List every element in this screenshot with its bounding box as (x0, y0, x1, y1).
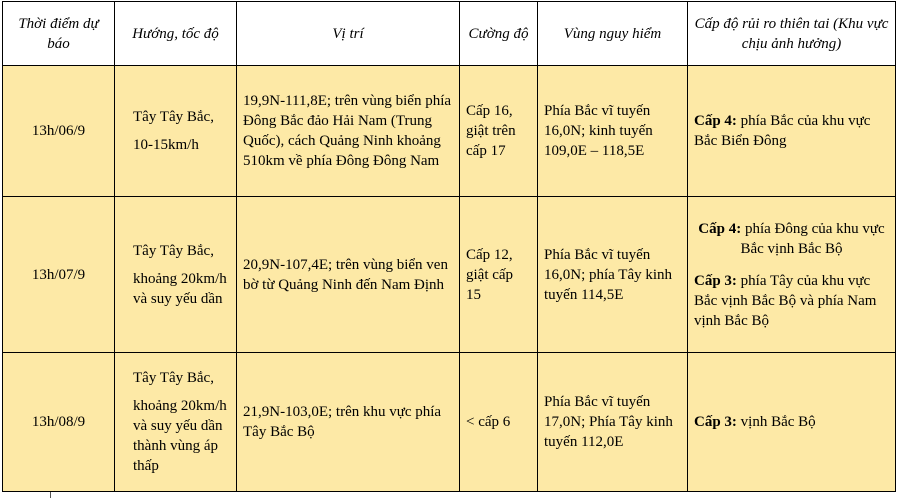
cell-danger-zone: Phía Bắc vĩ tuyến 16,0N; phía Tây kinh tuyến 114,5E (538, 197, 688, 353)
cell-time: 13h/07/9 (3, 197, 115, 353)
header-risk-level: Cấp độ rủi ro thiên tai (Khu vực chịu ảnh hưởng) (688, 2, 896, 66)
cell-risk-level (688, 197, 896, 353)
risk-level-label: Cấp 4: (698, 220, 742, 237)
cell-danger-zone: Phía Bắc vĩ tuyến 16,0N; kinh tuyến 109,0E – 118,5E (538, 66, 688, 197)
cell-direction (115, 197, 237, 353)
cell-location: 19,9N-111,8E; trên vùng biển phía Đông Bắc đảo Hải Nam (Trung Quốc), cách Quảng Ninh khoảng 510km về phía Đông Đông Nam (237, 66, 460, 197)
risk-area: phía Bắc của khu vực Bắc Biển Đông (694, 113, 871, 149)
header-intensity: Cường độ (460, 2, 538, 66)
cell-intensity: Cấp 16, giật trên cấp 17 (460, 66, 538, 197)
cell-intensity: Cấp 12, giật cấp 15 (460, 197, 538, 353)
risk-area: phía Đông của khu vực Bắc vịnh Bắc Bộ (740, 220, 885, 257)
cell-risk-level (688, 353, 896, 492)
table-header-row (3, 2, 896, 66)
table-row (3, 353, 896, 492)
footnote-marker (50, 492, 51, 498)
cell-direction (115, 66, 237, 197)
header-location: Vị trí (237, 2, 460, 66)
table-row (3, 197, 896, 353)
header-direction: Hướng, tốc độ (115, 2, 237, 66)
direction-speed: khoảng 20km/h và suy yếu dần thành vùng áp thấp (133, 398, 227, 474)
direction-heading: Tây Tây Bắc, (133, 109, 214, 125)
direction-speed: 10-15km/h (133, 137, 199, 153)
storm-forecast-table (2, 1, 896, 492)
cell-direction (115, 353, 237, 492)
header-danger-zone: Vùng nguy hiểm (538, 2, 688, 66)
cell-risk-level (688, 66, 896, 197)
cell-danger-zone: Phía Bắc vĩ tuyến 17,0N; Phía Tây kinh tuyến 112,0E (538, 353, 688, 492)
direction-heading: Tây Tây Bắc, (133, 370, 214, 386)
cell-location: 21,9N-103,0E; trên khu vực phía Tây Bắc Bộ (237, 353, 460, 492)
cell-location: 20,9N-107,4E; trên vùng biển ven bờ từ Quảng Ninh đến Nam Định (237, 197, 460, 353)
cell-time: 13h/08/9 (3, 353, 115, 492)
table-row (3, 66, 896, 197)
direction-speed: khoảng 20km/h và suy yếu dần (133, 270, 227, 307)
header-time: Thời điểm dự báo (3, 2, 115, 66)
direction-heading: Tây Tây Bắc, (133, 242, 214, 259)
risk-level-label: Cấp 3: (694, 414, 737, 430)
cell-intensity: < cấp 6 (460, 353, 538, 492)
cell-time: 13h/06/9 (3, 66, 115, 197)
risk-area: phía Tây của khu vực Bắc vịnh Bắc Bộ và phía Nam vịnh Bắc Bộ (694, 272, 877, 329)
risk-area: vịnh Bắc Bộ (736, 414, 816, 430)
risk-level-label: Cấp 3: (694, 272, 737, 289)
risk-level-label: Cấp 4: (694, 113, 737, 129)
